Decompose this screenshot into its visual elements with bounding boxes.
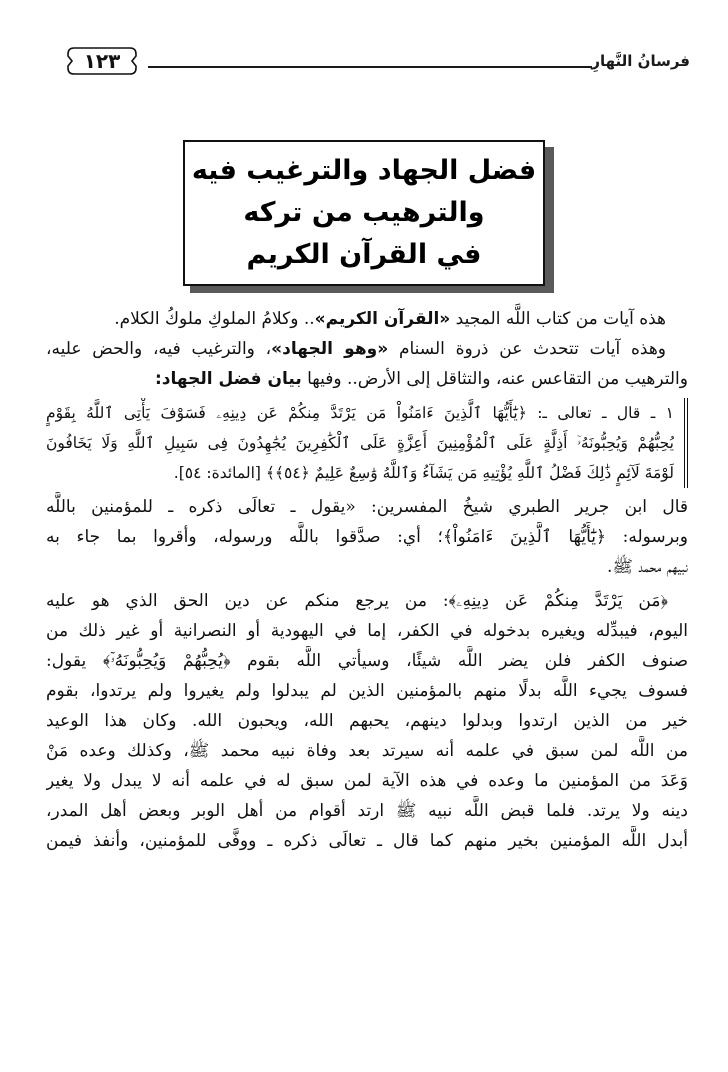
quran-verse-block <box>46 398 688 488</box>
header-rule <box>148 66 592 68</box>
verse-line: ١ ـ قال ـ تعالى ـ: ﴿يَٰٓأَيُّهَا ٱلَّذِينَ ءَامَنُواْ مَن يَرْتَدَّ مِنكُمْ عَن دِينِهِۦ فَسَوْفَ يَأْتِى ٱللَّهُ بِقَوْمٍ <box>46 404 674 422</box>
intro-text: هذه آيات من كتاب اللَّه المجيد <box>450 309 666 329</box>
body-text <box>46 304 688 856</box>
page-number-badge <box>66 46 138 76</box>
chapter-title-line-2: والترهيب من تركه <box>243 197 485 228</box>
commentary-line: اليوم، فيبدِّله ويغيره بدخوله في الكفر، إما في اليهودية أو النصرانية أو غير ذلك من <box>46 621 688 641</box>
page-number: ١٢٣ <box>83 49 121 73</box>
commentary-line: ﴿مَن يَرْتَدَّ مِنكُمْ عَن دِينِهِۦ﴾: من يرجع منكم عن دين الحق الذي هو عليه <box>46 591 668 611</box>
intro-paragraph-1 <box>46 304 688 334</box>
tabari-paragraph <box>46 492 688 582</box>
commentary-line: دينه ولا يرتد. فلما قبض اللَّه نبيه ﷺ ارتد أقوام من أهل الوبر وبعض أهل المدر، <box>46 801 688 821</box>
chapter-title-box <box>183 140 545 286</box>
commentary-line: أبدل اللَّه المؤمنين بخير منهم كما قال ـ تعالَى ذكره ـ ووفَّى للمؤمنين، وأنفذ فيمن <box>46 831 688 851</box>
commentary-line: صنوف الكفر فلن يضر اللَّه شيئًا، وسيأتي اللَّه بقوم ﴿يُحِبُّهُمْ وَيُحِبُّونَهُۥٓ﴾ يقول: <box>46 651 688 671</box>
commentary-line: خير من الذين ارتدوا وبدلوا دينهم، يحبهم الله، ويحبون الله. وكان هذا الوعيد <box>46 711 688 731</box>
intro-text: عليه، والترهيب من التقاعس عنه، والتثاقل إلى الأرض.. وفيها <box>46 339 688 389</box>
tabari-line: قال ابن جرير الطبري شيخُ المفسرين: «يقول ـ تعالَى ذكره ـ للمؤمنين باللَّه <box>46 497 688 517</box>
chapter-title-line-3: في القرآن الكريم <box>246 239 482 270</box>
chapter-title-line-1: فضل الجهاد والترغيب فيه <box>191 155 537 186</box>
verse-line: لَوْمَةَ لَآئِمٍ ذَٰلِكَ فَضْلُ ٱللَّهِ يُؤْتِيهِ مَن يَشَآءُ وَٱللَّهُ وَٰسِعٌ عَلِيمٌ ﴿٥٤﴾﴾ [المائدة: ٥٤]. <box>173 464 674 482</box>
intro-text: .. وكلامُ الملوكِ ملوكُ الكلام. <box>114 309 315 329</box>
intro-emphasis: بيان فضل الجهاد: <box>155 369 302 389</box>
intro-text: ، والترغيب فيه، والحض <box>92 339 272 359</box>
intro-text: وهذه آيات تتحدث عن ذروة السنام <box>388 339 667 359</box>
commentary-line: فسوف يجيء اللَّه بدلًا منهم بالمؤمنين الذين لم يبدلوا ولم يغيروا ولم يرتدوا، بقوم <box>46 681 688 701</box>
tabari-line: نبيهم محمد ﷺ. <box>607 557 688 577</box>
intro-emphasis: «القرآن الكريم» <box>314 309 451 329</box>
commentary-line: وَعَدَ من المؤمنين ما وعده في هذه الآية لمن سبق له في علمه أنه لا يبدل ولا يغير <box>46 771 688 791</box>
commentary-paragraph <box>46 586 688 856</box>
verse-line: يُحِبُّهُمْ وَيُحِبُّونَهُۥٓ أَذِلَّةٍ عَلَى ٱلْمُؤْمِنِينَ أَعِزَّةٍ عَلَى ٱلْكَٰفِرِينَ يُجَٰهِدُونَ فِى سَبِيلِ ٱللَّهِ وَلَا يَخَافُونَ <box>46 434 674 452</box>
running-header <box>62 42 690 82</box>
intro-emphasis: «وهو الجهاد» <box>271 339 389 359</box>
commentary-line: من اللَّه لمن سبق في علمه أنه سيرتد بعد وفاة نبيه محمد ﷺ، وكذلك وعده مَنْ <box>46 741 688 761</box>
tabari-line: وبرسوله: ﴿يَٰٓأَيُّهَا ٱلَّذِينَ ءَامَنُواْ﴾؛ أي: صدَّقوا باللَّه ورسوله، وأقروا بما جاء به <box>46 527 688 547</box>
intro-paragraph-2 <box>46 334 688 394</box>
book-title: فرسانُ النَّهارِ <box>591 52 690 70</box>
